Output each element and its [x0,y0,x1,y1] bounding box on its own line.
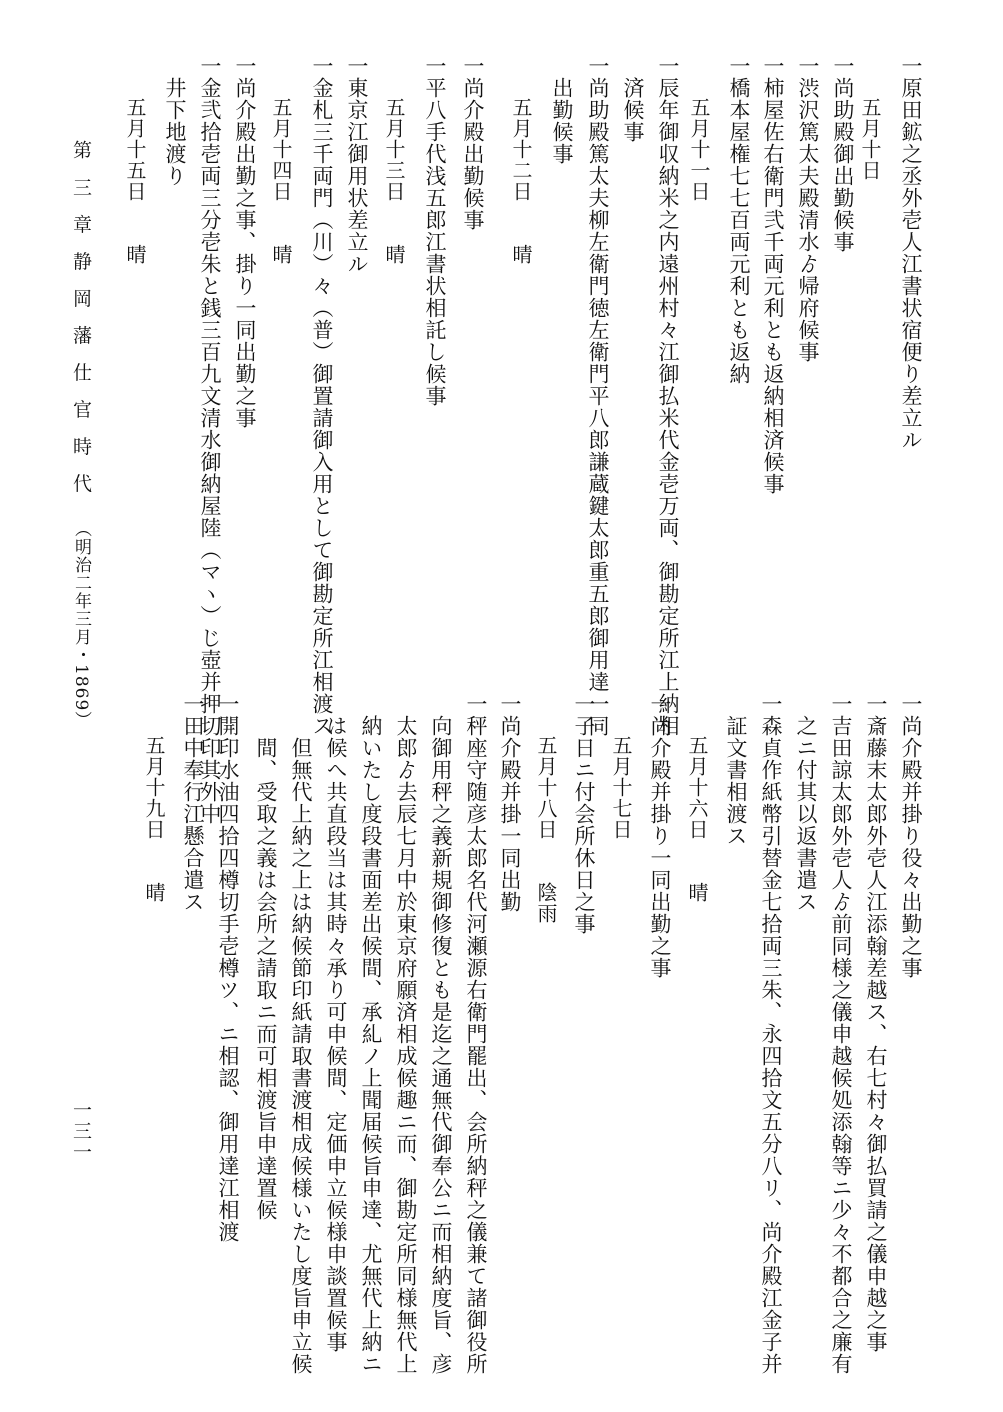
date-heading: 五月十九日 晴 [142,693,166,903]
text-column: 一吉田諒太郎外壱人ゟ前同様之儀申越候処添翰等ニ少々不都合之廉有 [829,693,853,1375]
text-column: 一尚助殿篤太夫柳左衛門徳左衛門平八郎謙蔵鍵太郎重五郎御用達一同 [586,55,610,737]
date-heading: 五月十一日 [687,55,711,202]
text-column: 一橋本屋権七七百両元利とも返納 [727,55,751,385]
text-column: 済候事 [621,55,645,143]
text-column: 証文書相渡ス [724,693,748,847]
text-column: 一開印水油四拾四樽切手壱樽ツ、ニ相認、御用達江相渡 [216,693,240,1243]
text-column: 間、受取之義は会所之請取ニ而可相渡旨申達置候 [254,693,278,1221]
date-heading: 五月十二日 晴 [509,55,533,265]
text-column: は候へ共直段当は其時々承り可申候間、定価申立候様申談置候事 [324,693,348,1353]
date-heading: 五月十五日 晴 [123,55,147,265]
text-column: 出勤候事 [550,55,574,165]
text-column: 一田中奉行江懸合遣ス [181,693,205,913]
text-column: 一尚介殿并掛り一同出勤之事 [648,693,672,979]
text-column: 一尚助殿御出勤候事 [831,55,855,253]
date-heading: 五月十日 [858,55,882,181]
date-heading: 五月十六日 晴 [685,693,709,903]
era-note: （明治二年三月・1869） [71,520,91,730]
text-column: 納いたし度段書面差出候間、承糺ノ上聞届候旨申達、尤無代上納ニ [359,693,383,1375]
text-column: 一原田鉱之丞外壱人江書状宿便り差立ル [899,55,923,451]
text-column: 一尚介殿出勤之事、掛り一同出勤之事 [233,55,257,429]
date-heading: 五月十八日 陰雨 [534,693,558,924]
date-heading: 五月十四日 晴 [269,55,293,265]
text-column: 一尚介殿并掛一同出勤 [498,693,522,913]
text-column: 一子日ニ付会所休日之事 [572,693,596,935]
date-heading: 五月十三日 晴 [382,55,406,265]
chapter-title: 第 三 章 静 岡 藩 仕 官 時 代 [70,140,92,499]
page-number: 一三一 [70,1100,92,1163]
text-column: 一金弐拾壱両三分壱朱と銭三百九文清水御納屋陸（マヽ）じ壺并押切印其外中 [198,55,222,825]
text-column: 一柿屋佐右衛門弐千両元利とも返納相済候事 [761,55,785,495]
text-column: 一渋沢篤太夫殿清水ゟ帰府候事 [796,55,820,363]
text-column: 太郎ゟ去辰七月中於東京府願済相成候趣ニ而、御勘定所同様無代上 [394,693,418,1375]
text-column: 一金札三千両門（川）々（普）御置請御入用として御勘定所江相渡ス [310,55,334,737]
text-column: 一斎藤末太郎外壱人江添翰差越ス、右七村々御払買請之儀申越之事 [864,693,888,1353]
text-column: 一平八手代浅五郎江書状相託し候事 [423,55,447,407]
text-column: 一森貞作紙幣引替金七拾両三朱、永四拾文五分八リ、尚介殿江金子并 [759,693,783,1375]
text-column: 一尚介殿并掛り役々出勤之事 [899,693,923,979]
date-heading: 五月十七日 [609,693,633,840]
text-column: 但無代上納之上は納候節印紙請取書渡相成候様いたし度旨申立候 [289,693,313,1375]
text-column: 一秤座守随彦太郎名代河瀬源右衛門罷出、会所納秤之儀兼て諸御役所 [464,693,488,1375]
text-column: 向御用秤之義新規御修復とも是迄之通無代御奉公ニ而相納度旨、彦 [429,693,453,1375]
text-column: 之ニ付其以返書遣ス [794,693,818,913]
text-column: 一尚介殿出勤候事 [461,55,485,231]
text-column: 一辰年御収納米之内遠州村々江御払米代金壱万両、御勘定所江上納相 [656,55,680,737]
running-header [68,140,95,730]
text-column: 一東京江御用状差立ル [345,55,369,275]
text-column: 井下地渡り [163,55,187,187]
